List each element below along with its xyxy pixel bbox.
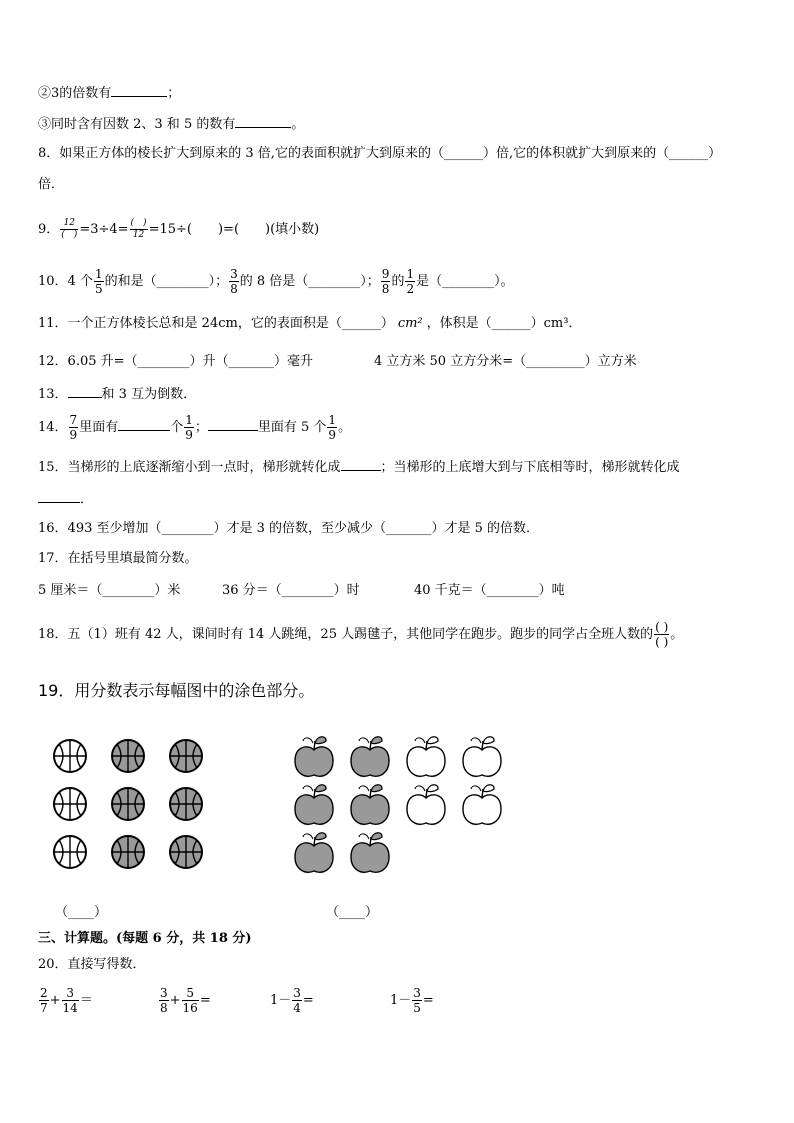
fraction: $\frac{1}{2}$: [406, 267, 415, 296]
apple-icon: [463, 785, 501, 824]
answer-blank[interactable]: [208, 418, 258, 431]
question-8: 8．如果正方体的棱长扩大到原来的 3 倍,它的表面积就扩大到原来的（______）倍,它的体积就扩大到原来的（______）: [38, 146, 722, 161]
apple-icon: [351, 785, 389, 824]
fraction: $\frac{( )}{( )}$: [655, 620, 669, 649]
fraction: $\frac{3}{5}$: [413, 986, 421, 1015]
question-15-cont: ．: [38, 490, 93, 508]
question-12-part-a: 12．6.05 升=（________）升（_______）毫升: [38, 354, 314, 369]
calc-3: 1－ $\frac{3}{4}$ =: [270, 986, 314, 1015]
section-3-heading: 三、计算题。(每题 6 分，共 18 分): [38, 931, 252, 946]
fraction: $\frac{3}{8}$: [160, 986, 168, 1015]
basketball-figure: [48, 736, 218, 876]
line-common-factors: ③同时含有因数 2、3 和 5 的数有 。: [38, 117, 305, 132]
answer-blank[interactable]: [68, 385, 102, 398]
apple-icon: [295, 785, 333, 824]
apple-icon: [407, 785, 445, 824]
question-20: 20．直接写得数．: [38, 957, 146, 972]
answer-blank[interactable]: [118, 418, 170, 431]
fraction: $\frac{2}{7}$: [40, 986, 48, 1015]
fraction: $\frac{3}{4}$: [293, 986, 301, 1015]
question-18: 18．五（1）班有 42 人，课间时有 14 人跳绳，25 人踢毽子，其他同学在跑步。跑步的同学占全班人数的 $\frac{( )}{( )}$ 。: [38, 620, 684, 649]
fraction: $\frac{12}{( )}$: [61, 218, 78, 240]
question-12-part-b: 4 立方米 50 立方分米=（_________）立方米: [374, 354, 637, 369]
calc-1: $\frac{2}{7}$ + $\frac{3}{14}$ ＝: [40, 986, 93, 1015]
answer-blank[interactable]: [235, 115, 291, 128]
basketball-icon: [170, 836, 202, 868]
question-16: 16．493 至少增加（________）才是 3 的倍数，至少减少（_______）才是 5 的倍数．: [38, 521, 540, 536]
apple-icon: [295, 833, 333, 872]
apple-icon: [407, 737, 445, 776]
basketball-icon: [54, 788, 86, 820]
question-11: 11．一个正方体棱长总和是 24cm，它的表面积是（______） cm² ，体积是（______）cm³．: [38, 316, 582, 331]
basketball-icon: [54, 740, 86, 772]
apple-icon: [463, 737, 501, 776]
fraction: $\frac{1}{9}$: [185, 413, 193, 442]
question-10: 10．4 个 $\frac{1}{5}$ 的和是（________）； $\frac{3}{8}$ 的 8 倍是（________）； $\frac{9}{8}$ 的 $\frac{1}{2}$ 是（________）。: [38, 267, 514, 296]
line-multiples-of-3: ②3的倍数有 ；: [38, 86, 181, 101]
fraction: $\frac{1}{9}$: [328, 413, 337, 442]
basketball-icon: [170, 740, 202, 772]
fraction: $\frac{7}{9}$: [69, 413, 78, 442]
basketball-icon: [170, 788, 202, 820]
answer-blank[interactable]: [341, 458, 381, 471]
basketball-icon: [112, 740, 144, 772]
question-17-item-a: 5 厘米＝（________）米: [38, 583, 181, 598]
answer-blank[interactable]: [111, 84, 167, 97]
apple-icon: [295, 737, 333, 776]
fraction: $\frac{9}{8}$: [381, 267, 390, 296]
apple-icon: [351, 833, 389, 872]
basketball-icon: [54, 836, 86, 868]
apple-figure: [290, 734, 510, 884]
calc-2: $\frac{3}{8}$ + $\frac{5}{16}$ =: [160, 986, 211, 1015]
fraction: $\frac{3}{8}$: [230, 267, 238, 296]
fraction: $\frac{5}{16}$: [182, 986, 198, 1015]
basketball-icon: [112, 836, 144, 868]
question-8-cont: 倍．: [38, 177, 65, 192]
question-9: 9． $\frac{12}{( )}$ =3÷4= $\frac{( )}{12}$ =15÷( )=( )(填小数): [38, 218, 320, 240]
fraction: $\frac{1}{5}$: [94, 267, 103, 296]
question-17-item-c: 40 千克＝（________）吨: [414, 583, 565, 598]
answer-blank[interactable]: [38, 490, 80, 503]
fraction: $\frac{3}{14}$: [62, 986, 78, 1015]
question-17: 17．在括号里填最简分数。: [38, 551, 198, 566]
basketball-icon: [112, 788, 144, 820]
question-19: 19．用分数表示每幅图中的涂色部分。: [38, 681, 315, 700]
fraction: $\frac{( )}{12}$: [130, 218, 147, 240]
question-15: 15．当梯形的上底逐渐缩小到一点时，梯形就转化成 ；当梯形的上底增大到与下底相等时，梯形就转化成: [38, 460, 680, 475]
calc-4: 1－ $\frac{3}{5}$ =: [390, 986, 434, 1015]
answer-blank-apples[interactable]: （____）: [326, 905, 379, 920]
question-13: 13． 和 3 互为倒数．: [38, 387, 197, 402]
question-17-item-b: 36 分＝（________）时: [222, 583, 360, 598]
question-14: 14． $\frac{7}{9}$ 里面有 个 $\frac{1}{9}$ ； 里面有 5 个 $\frac{1}{9}$ 。: [38, 413, 352, 442]
answer-blank-basketballs[interactable]: （____）: [55, 905, 108, 920]
apple-icon: [351, 737, 389, 776]
